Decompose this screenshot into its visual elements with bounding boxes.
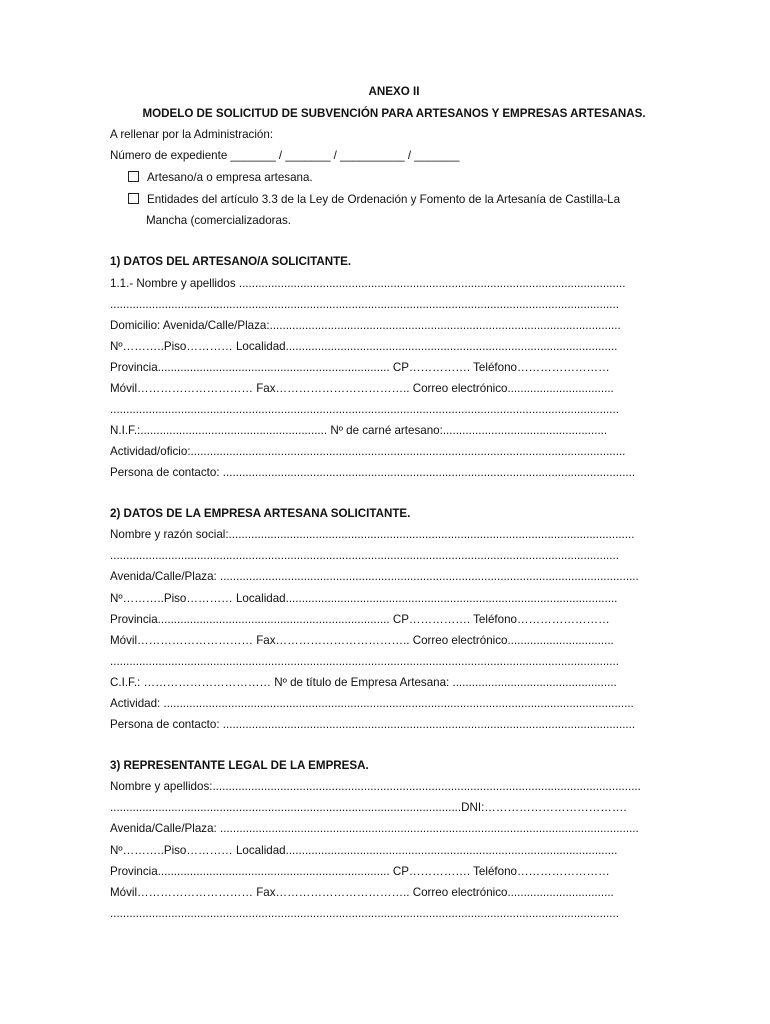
s3-nombre-line[interactable]: Nombre y apellidos:..................................................................................................................................... <box>110 780 641 793</box>
option-entidades-label-cont: Mancha (comercializadoras. <box>146 214 291 227</box>
s2-razon-social-line[interactable]: Nombre y razón social:.............................................................................................................................. <box>110 528 635 541</box>
s1-provincia-line[interactable]: Provincia........................................................................ CP……………. Teléfono…………………… <box>110 361 610 374</box>
s3-piso-localidad-line[interactable]: Nº………..Piso………… Localidad....................................................................................................... <box>110 844 618 857</box>
s2-extra-line[interactable]: .............................................................................................................................................................. <box>110 655 619 668</box>
expediente-number-line: Número de expediente _______ / _______ / __________ / _______ <box>110 149 460 162</box>
option-entidades[interactable] <box>128 192 680 208</box>
section3-heading: 3) REPRESENTANTE LEGAL DE LA EMPRESA. <box>110 759 369 772</box>
s3-provincia-line[interactable]: Provincia........................................................................ CP……………. Teléfono…………………… <box>110 865 610 878</box>
section1-heading: 1) DATOS DEL ARTESANO/A SOLICITANTE. <box>110 255 352 268</box>
form-subtitle: MODELO DE SOLICITUD DE SUBVENCIÓN PARA ARTESANOS Y EMPRESAS ARTESANAS. <box>142 107 646 120</box>
s1-extra-line[interactable]: .............................................................................................................................................................. <box>110 403 619 416</box>
s2-actividad-line[interactable]: Actividad: .................................................................................................................................................. <box>110 697 634 710</box>
admin-fill-note: A rellenar por la Administración: <box>110 128 274 141</box>
s3-domicilio-line[interactable]: Avenida/Calle/Plaza: .................................................................................................................................. <box>110 822 639 835</box>
s1-actividad-line[interactable]: Actividad/oficio:....................................................................................................................................... <box>110 445 626 458</box>
s2-domicilio-line[interactable]: Avenida/Calle/Plaza: .................................................................................................................................. <box>110 570 639 583</box>
s2-piso-localidad-line[interactable]: Nº………..Piso………… Localidad....................................................................................................... <box>110 592 618 605</box>
s2-razon-social-cont-line[interactable]: .............................................................................................................................................................. <box>110 549 619 562</box>
option-artesano-label: Artesano/a o empresa artesana. <box>147 171 313 184</box>
option-entidades-label: Entidades del artículo 3.3 de la Ley de Ordenación y Fomento de la Artesanía de Castilla-La <box>147 193 621 206</box>
checkbox-artesano[interactable] <box>128 171 139 182</box>
s2-cif-line[interactable]: C.I.F.: …………………………… Nº de título de Empresa Artesana: ................................................... <box>110 676 617 689</box>
s2-movil-line[interactable]: Móvil………………………… Fax…………………………….. Correo electrónico................................. <box>110 634 614 647</box>
s1-nombre-cont-line[interactable]: .............................................................................................................................................................. <box>110 298 619 311</box>
s1-movil-line[interactable]: Móvil………………………… Fax…………………………….. Correo electrónico................................. <box>110 382 614 395</box>
option-artesano[interactable] <box>128 170 680 186</box>
s1-nombre-line[interactable]: 1.1.- Nombre y apellidos ........................................................................................................................ <box>110 277 626 290</box>
s2-provincia-line[interactable]: Provincia........................................................................ CP……………. Teléfono…………………… <box>110 613 610 626</box>
s1-piso-localidad-line[interactable]: Nº………..Piso………… Localidad....................................................................................................... <box>110 340 618 353</box>
s2-contacto-line[interactable]: Persona de contacto: ................................................................................................................................ <box>110 718 636 731</box>
s1-domicilio-line[interactable]: Domicilio: Avenida/Calle/Plaza:............................................................................................................. <box>110 319 621 332</box>
s1-nif-line[interactable]: N.I.F.:.......................................................... Nº de carné artesano:................................................... <box>110 424 608 437</box>
section2-heading: 2) DATOS DE LA EMPRESA ARTESANA SOLICITANTE. <box>110 507 411 520</box>
checkbox-entidades[interactable] <box>128 193 139 204</box>
s3-dni-line[interactable]: .............................................................................................................DNI:………………………………. <box>110 801 627 814</box>
s3-movil-line[interactable]: Móvil………………………… Fax…………………………….. Correo electrónico................................. <box>110 886 614 899</box>
s3-extra-line[interactable]: .............................................................................................................................................................. <box>110 907 619 920</box>
s1-contacto-line[interactable]: Persona de contacto: ................................................................................................................................ <box>110 466 636 479</box>
annex-title: ANEXO II <box>368 85 420 98</box>
